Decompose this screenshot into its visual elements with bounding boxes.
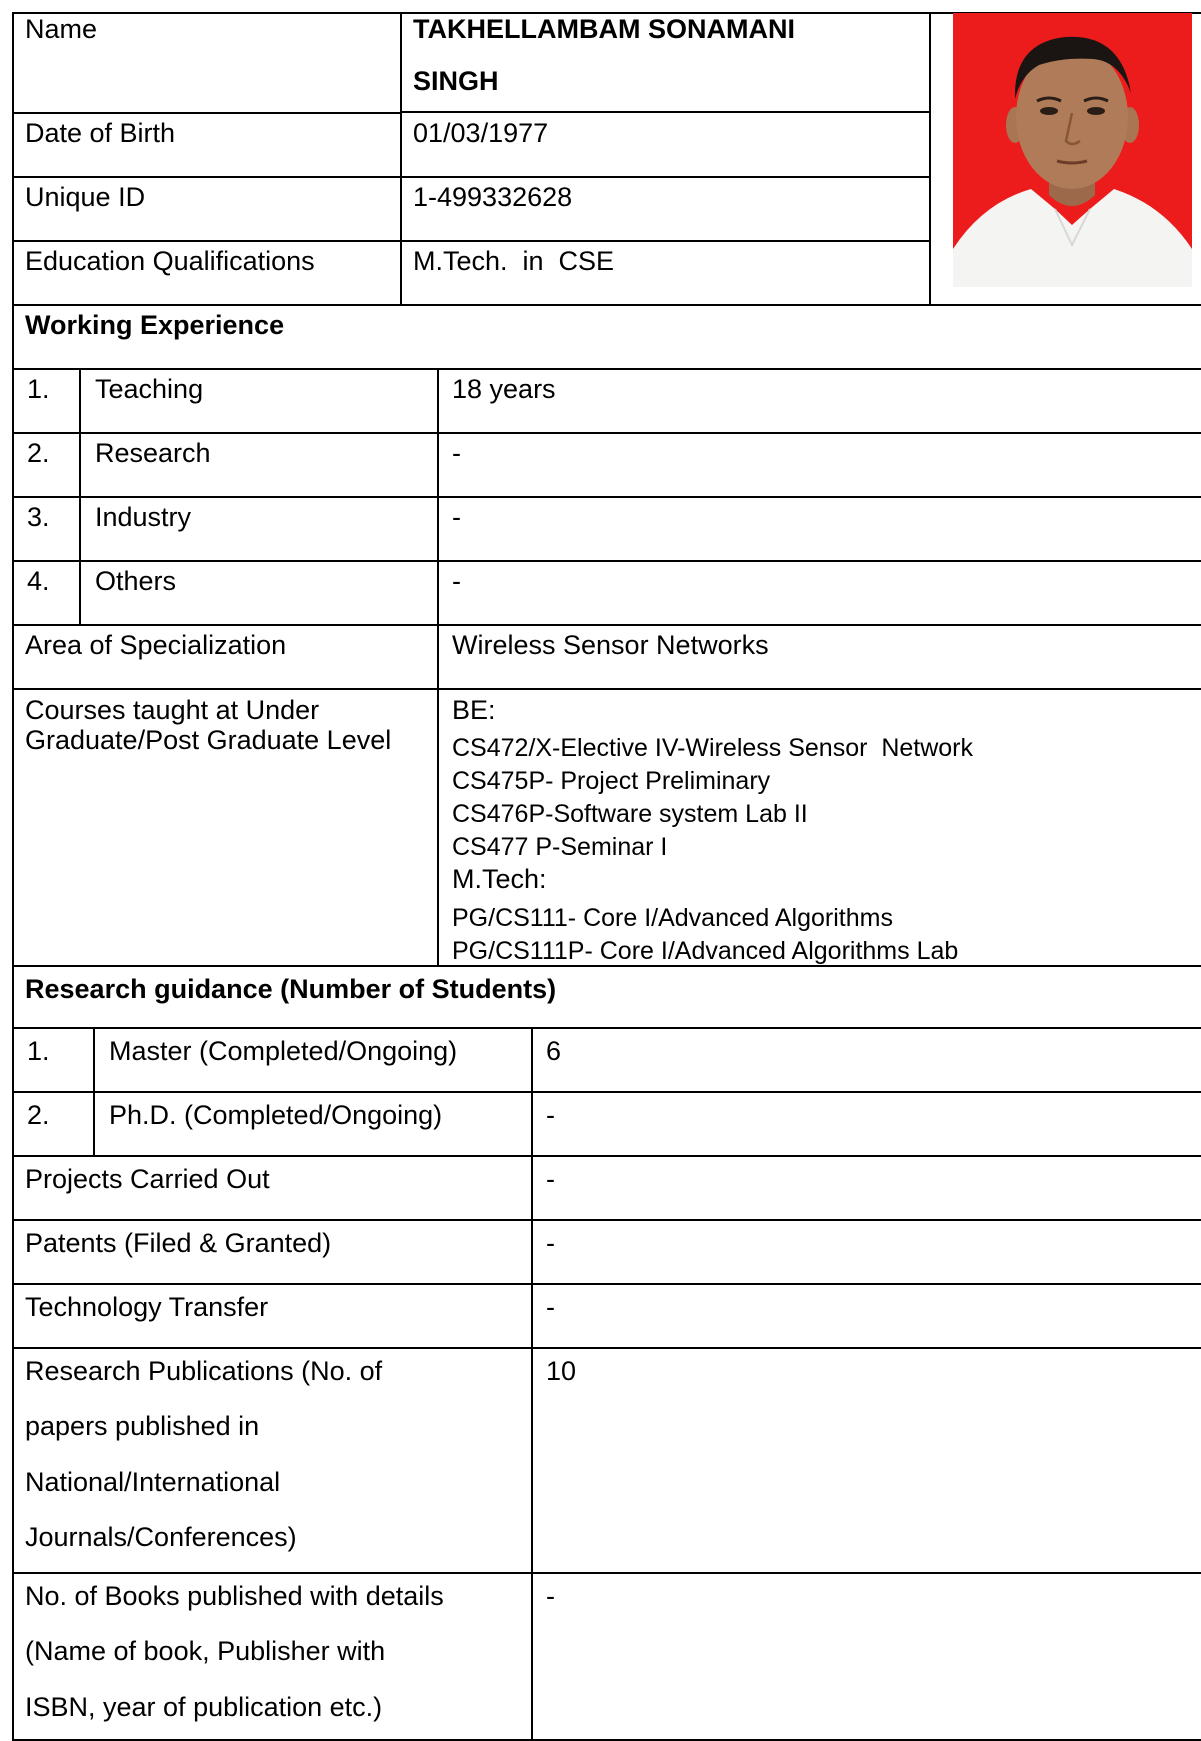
work-row-label: Research: [95, 438, 211, 468]
publications-label-line: National/International: [25, 1467, 281, 1497]
work-row-value: -: [452, 438, 461, 468]
work-row-label: Others: [95, 566, 177, 596]
books-label-line: (Name of book, Publisher with: [25, 1636, 386, 1666]
unique-id-value: 1-499332628: [413, 182, 573, 212]
courses-line: PG/CS111- Core I/Advanced Algorithms: [452, 904, 893, 932]
row-divider: [12, 496, 1201, 498]
work-row-value: 18 years: [452, 374, 556, 404]
guidance-row-number: 2.: [27, 1100, 50, 1130]
specialization-value: Wireless Sensor Networks: [452, 630, 769, 660]
unique-id-label: Unique ID: [25, 182, 146, 212]
courses-line: BE:: [452, 695, 496, 725]
column-divider: [93, 1027, 95, 1155]
publications-label-line: papers published in: [25, 1411, 260, 1441]
books-label-line: No. of Books published with details: [25, 1581, 444, 1611]
work-row-number: 4.: [27, 566, 50, 596]
profile-photo: [953, 13, 1192, 287]
row-divider: [12, 688, 1201, 690]
guidance-row-value: -: [546, 1100, 555, 1130]
row-divider: [12, 1027, 1201, 1029]
row-divider: [12, 1091, 1201, 1093]
patents-value: -: [546, 1228, 555, 1258]
name-value-line1: TAKHELLAMBAM SONAMANI: [413, 14, 795, 44]
dob-label: Date of Birth: [25, 118, 176, 148]
work-row-label: Industry: [95, 502, 192, 532]
education-label: Education Qualifications: [25, 246, 315, 276]
row-divider: [12, 1347, 1201, 1349]
technology-transfer-value: -: [546, 1292, 555, 1322]
row-divider: [12, 1155, 1201, 1157]
name-value-line2: SINGH: [413, 66, 499, 96]
courses-line: CS475P- Project Preliminary: [452, 767, 771, 795]
education-value: M.Tech. in CSE: [413, 246, 615, 276]
projects-value: -: [546, 1164, 555, 1194]
row-divider: [401, 111, 930, 113]
row-divider: [12, 1283, 1201, 1285]
courses-line: CS472/X-Elective IV-Wireless Sensor Network: [452, 734, 974, 762]
row-divider: [12, 176, 930, 178]
guidance-row-value: 6: [546, 1036, 562, 1066]
row-divider: [12, 240, 930, 242]
courses-line: CS477 P-Seminar I: [452, 833, 668, 861]
column-divider: [79, 368, 81, 624]
name-label: Name: [25, 14, 98, 44]
column-divider: [531, 1027, 533, 1741]
publications-label-line: Research Publications (No. of: [25, 1356, 383, 1386]
publications-label-line: Journals/Conferences): [25, 1522, 297, 1552]
row-divider: [12, 624, 1201, 626]
courses-line: PG/CS111P- Core I/Advanced Algorithms Lab: [452, 937, 959, 965]
patents-label: Patents (Filed & Granted): [25, 1228, 332, 1258]
row-divider: [12, 1219, 1201, 1221]
column-divider: [929, 12, 931, 304]
work-row-number: 2.: [27, 438, 50, 468]
work-row-value: -: [452, 566, 461, 596]
row-divider: [12, 432, 1201, 434]
row-divider: [12, 368, 1201, 370]
work-row-value: -: [452, 502, 461, 532]
guidance-row-number: 1.: [27, 1036, 50, 1066]
row-divider: [12, 304, 1201, 306]
research-guidance-heading: Research guidance (Number of Students): [25, 974, 557, 1004]
column-divider: [437, 368, 439, 965]
courses-label: Courses taught at Under Graduate/Post Graduate Level: [25, 695, 392, 755]
courses-line: CS476P-Software system Lab II: [452, 800, 808, 828]
working-experience-heading: Working Experience: [25, 310, 285, 340]
books-value: -: [546, 1581, 555, 1611]
row-divider: [12, 1572, 1201, 1574]
portrait-photo-icon: [953, 13, 1192, 287]
work-row-number: 1.: [27, 374, 50, 404]
column-divider: [400, 12, 402, 304]
technology-transfer-label: Technology Transfer: [25, 1292, 269, 1322]
table-border-bottom: [12, 1739, 1201, 1741]
work-row-number: 3.: [27, 502, 50, 532]
dob-value: 01/03/1977: [413, 118, 549, 148]
specialization-label: Area of Specialization: [25, 630, 287, 660]
row-divider: [12, 112, 401, 114]
table-border-left: [12, 12, 14, 1741]
guidance-row-label: Master (Completed/Ongoing): [109, 1036, 458, 1066]
guidance-row-label: Ph.D. (Completed/Ongoing): [109, 1100, 443, 1130]
work-row-label: Teaching: [95, 374, 204, 404]
row-divider: [12, 560, 1201, 562]
publications-value: 10: [546, 1356, 577, 1386]
courses-line: M.Tech:: [452, 864, 547, 894]
books-label-line: ISBN, year of publication etc.): [25, 1692, 383, 1722]
projects-label: Projects Carried Out: [25, 1164, 270, 1194]
